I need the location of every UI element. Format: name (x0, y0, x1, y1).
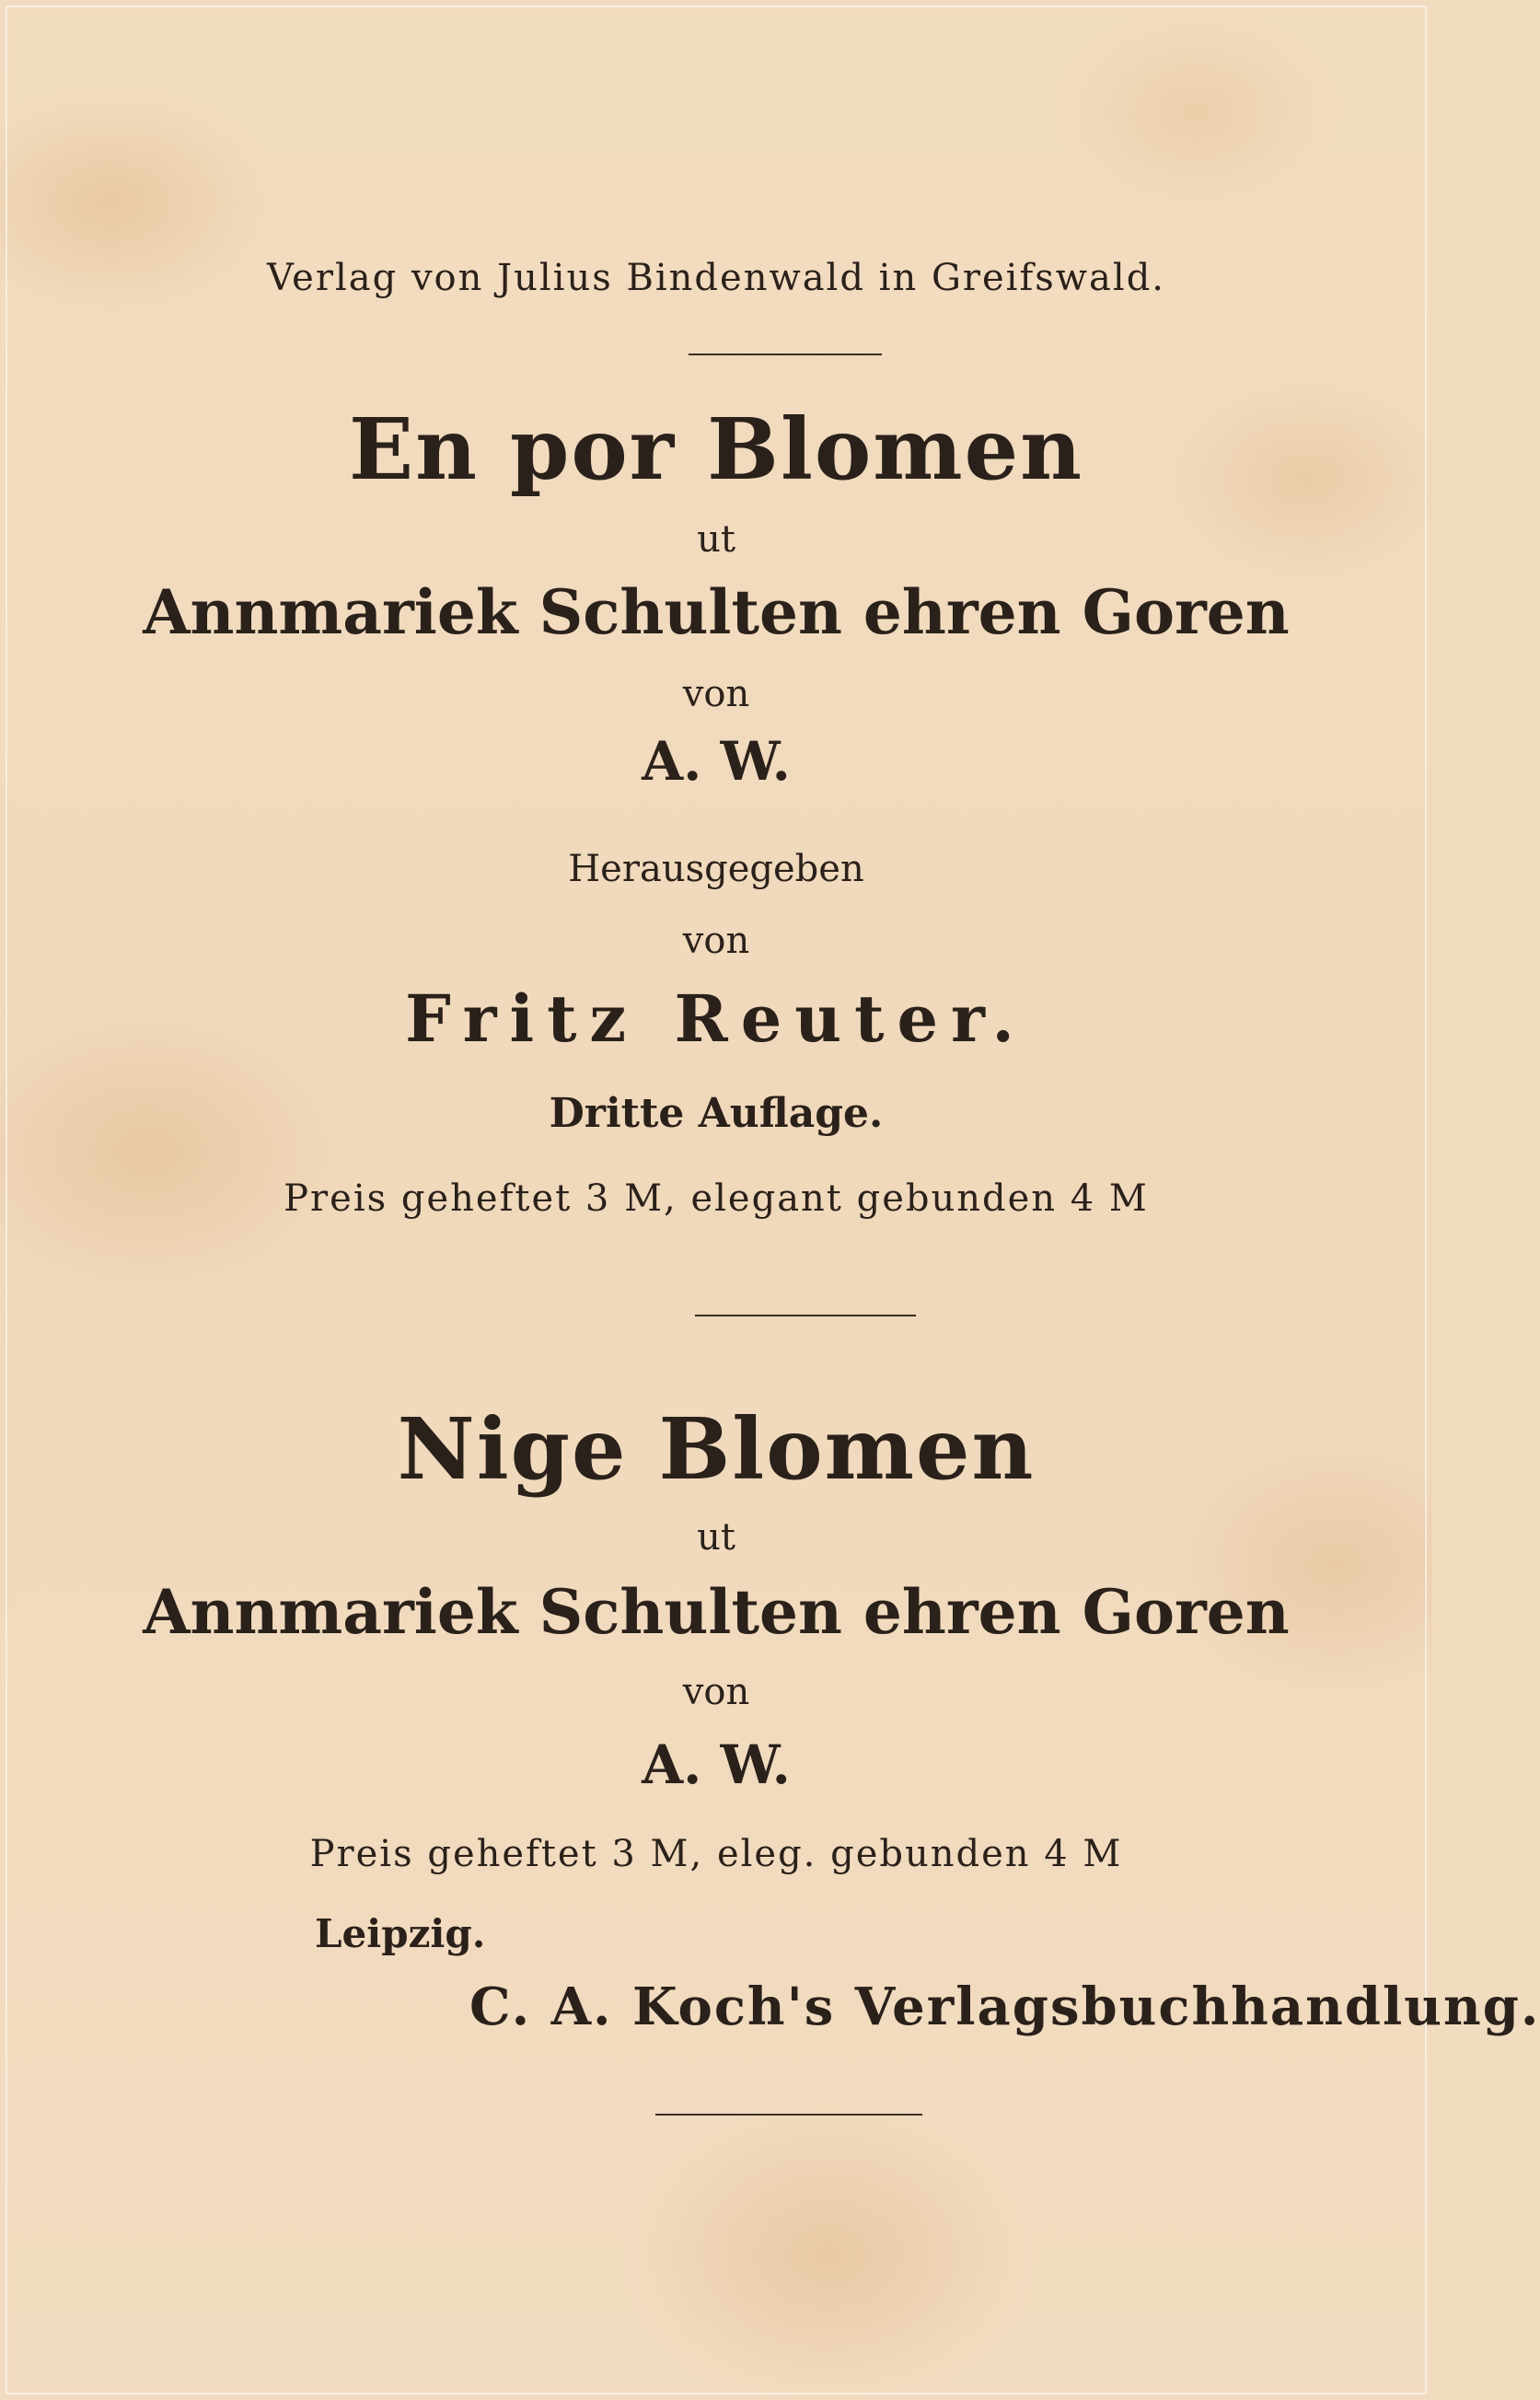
book1-edited-by: Herausgegeben (568, 848, 864, 890)
book2-price: Preis geheftet 3 M, eleg. gebunden 4 M (309, 1833, 1123, 1875)
book1-ut: ut (697, 518, 735, 561)
footer-place: Leipzig. (315, 1911, 486, 1956)
publisher-line: Verlag von Julius Bindenwald in Greifswald. (266, 257, 1166, 299)
footer-publisher: C. A. Koch's Verlagsbuchhandlung. (469, 1977, 1540, 2037)
book2-subtitle: Annmariek Schulten ehren Goren (143, 1576, 1290, 1648)
book1-author: A. W. (642, 730, 791, 793)
book2-title: Nige Blomen (397, 1399, 1036, 1499)
book1-title: En por Blomen (348, 400, 1084, 499)
divider-rule-1 (689, 354, 882, 355)
divider-rule-3 (655, 2114, 922, 2116)
book2-author: A. W. (642, 1733, 791, 1796)
book2-von: von (682, 1671, 750, 1713)
book1-von-2: von (682, 920, 750, 962)
book1-von: von (682, 673, 750, 715)
book1-edition: Dritte Auflage. (549, 1090, 884, 1137)
book1-editor: Fritz Reuter. (405, 980, 1027, 1057)
book1-price: Preis geheftet 3 M, elegant gebunden 4 M (284, 1177, 1149, 1220)
divider-rule-2 (695, 1315, 916, 1316)
book2-ut: ut (697, 1516, 735, 1559)
book1-subtitle: Annmariek Schulten ehren Goren (143, 576, 1290, 648)
